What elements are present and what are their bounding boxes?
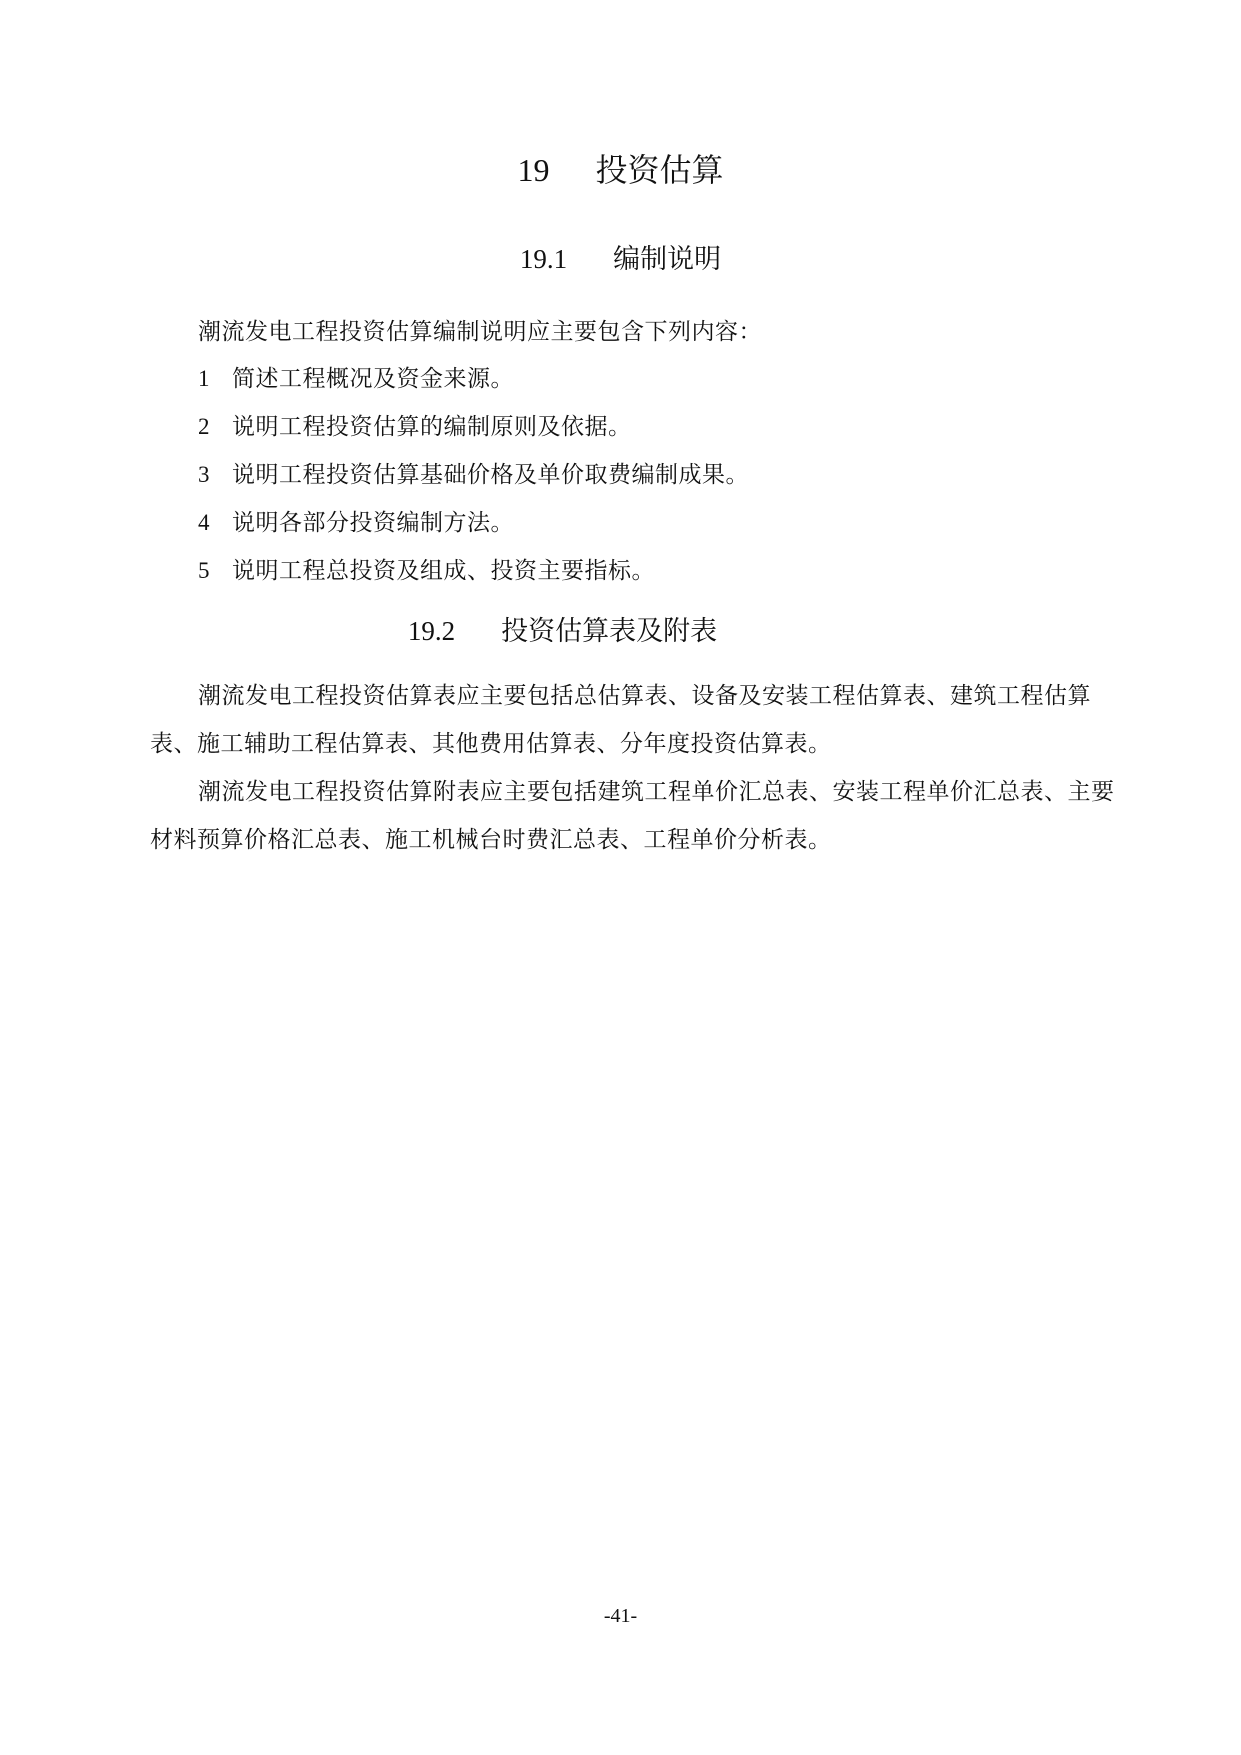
chapter-title bbox=[0, 148, 1241, 192]
intro-text: 潮流发电工程投资估算编制说明应主要包含下列内容： bbox=[198, 319, 762, 345]
list-item bbox=[198, 506, 514, 540]
list-item-number: 3 bbox=[198, 462, 210, 487]
paragraph-text: 潮流发电工程投资估算附表应主要包括建筑工程单价汇总表、安装工程单价汇总表、主要材料预算价格汇总表、施工机械台时费汇总表、工程单价分析表。 bbox=[150, 779, 1115, 853]
list-item-number: 4 bbox=[198, 510, 210, 535]
section-2-paragraph-1 bbox=[150, 672, 1125, 768]
chapter-number: 19 bbox=[517, 152, 550, 188]
list-item-text: 说明工程总投资及组成、投资主要指标。 bbox=[232, 558, 655, 584]
list-item-text: 说明工程投资估算基础价格及单价取费编制成果。 bbox=[232, 462, 749, 488]
list-item-text: 简述工程概况及资金来源。 bbox=[232, 366, 514, 392]
list-item bbox=[198, 458, 749, 492]
list-item-number: 1 bbox=[198, 366, 210, 391]
list-item-text: 说明各部分投资编制方法。 bbox=[232, 510, 514, 536]
list-item bbox=[198, 554, 655, 588]
section-heading: 编制说明 bbox=[613, 244, 722, 275]
paragraph-text: 潮流发电工程投资估算表应主要包括总估算表、设备及安装工程估算表、建筑工程估算表、施工辅助工程估算表、其他费用估算表、分年度投资估算表。 bbox=[150, 683, 1091, 757]
page-number: -41- bbox=[603, 1605, 638, 1627]
list-item-number: 2 bbox=[198, 414, 210, 439]
list-item-number: 5 bbox=[198, 558, 210, 583]
section-title-19-2 bbox=[0, 612, 1183, 651]
list-item bbox=[198, 362, 514, 396]
section-heading: 投资估算表及附表 bbox=[501, 616, 718, 647]
section-2-paragraph-2 bbox=[150, 768, 1125, 864]
section-number: 19.2 bbox=[407, 616, 456, 646]
chapter-heading: 投资估算 bbox=[595, 151, 724, 189]
section-1-intro bbox=[150, 308, 1125, 356]
section-title-19-1 bbox=[0, 240, 1241, 279]
list-item bbox=[198, 410, 632, 444]
list-item-text: 说明工程投资估算的编制原则及依据。 bbox=[232, 414, 632, 440]
section-number: 19.1 bbox=[519, 244, 568, 274]
